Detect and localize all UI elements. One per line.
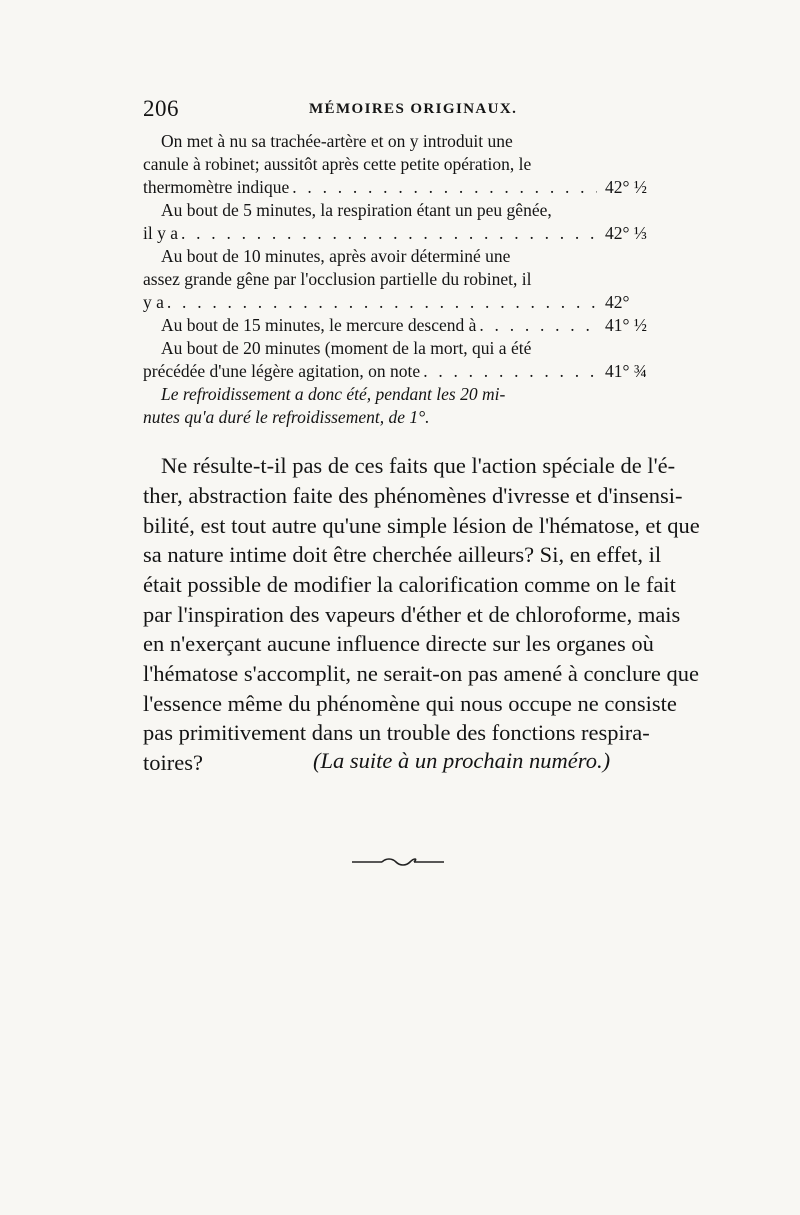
running-title: MÉMOIRES ORIGINAUX. <box>309 101 518 117</box>
observation-line: Au bout de 15 minutes, le mercure descend à <box>161 315 477 335</box>
temperature-value: 42° ½ <box>605 177 647 197</box>
paragraph-line: en n'exerçant aucune influence directe sur les organes où <box>143 631 654 656</box>
observation-leader-line <box>143 360 597 383</box>
observation-leader-line <box>143 291 597 314</box>
conclusion-line: nutes qu'a duré le refroidissement, de 1°. <box>143 407 430 427</box>
paragraph-line: bilité, est tout autre qu'une simple lésion de l'hématose, et que <box>143 513 700 538</box>
observation-line: Au bout de 10 minutes, après avoir déterminé une <box>161 246 511 266</box>
observation-line: On met à nu sa trachée-artère et on y introduit une <box>161 131 513 151</box>
paragraph-line: était possible de modifier la calorification comme on le fait <box>143 572 676 597</box>
observation-line: assez grande gêne par l'occlusion partielle du robinet, il <box>143 269 532 289</box>
observation-line: Au bout de 5 minutes, la respiration étant un peu gênée, <box>161 200 552 220</box>
observation-line: Au bout de 20 minutes (moment de la mort, qui a été <box>161 338 532 358</box>
paragraph-line: pas primitivement dans un trouble des fonctions respira- <box>143 720 650 745</box>
dot-leader <box>479 314 597 337</box>
temperature-value: 41° ¾ <box>605 361 647 381</box>
paragraph-line: l'hématose s'accomplit, ne serait-on pas amené à conclure que <box>143 661 700 686</box>
dot-leader <box>423 360 597 383</box>
ornament-rule-icon <box>352 858 444 866</box>
dot-leader <box>292 176 597 199</box>
observation-leader-line <box>143 314 597 337</box>
observation-leader-line <box>143 222 597 245</box>
observation-leader-line <box>143 176 597 199</box>
paragraph-line: l'essence même du phénomène qui nous occupe ne consiste <box>143 691 677 716</box>
paragraph-line: Ne résulte-t-il pas de ces faits que l'action spéciale de l'é- <box>161 453 676 478</box>
conclusion-line: Le refroidissement a donc été, pendant les 20 mi- <box>161 384 506 404</box>
paragraph-line: toires? <box>143 750 203 775</box>
temperature-value: 41° ½ <box>605 315 647 335</box>
paragraph-line: ther, abstraction faite des phénomènes d'ivresse et d'insensi- <box>143 483 683 508</box>
observation-line: y a <box>143 292 164 312</box>
observation-line: canule à robinet; aussitôt après cette petite opération, le <box>143 154 532 174</box>
observation-line: thermomètre indique <box>143 177 290 197</box>
paragraph-line: par l'inspiration des vapeurs d'éther et de chloroforme, mais <box>143 602 681 627</box>
running-head <box>143 96 663 126</box>
observation-line: il y a <box>143 223 178 243</box>
temperature-value: 42° <box>605 292 630 312</box>
page-number: 206 <box>143 96 179 121</box>
paragraph-line: sa nature intime doit être cherchée ailleurs? Si, en effet, il <box>143 542 662 567</box>
dot-leader <box>181 222 597 245</box>
dot-leader <box>167 291 597 314</box>
observation-line: précédée d'une légère agitation, on note <box>143 361 421 381</box>
continuation-note: (La suite à un prochain numéro.) <box>313 748 611 773</box>
temperature-value: 42° ⅓ <box>605 223 647 243</box>
